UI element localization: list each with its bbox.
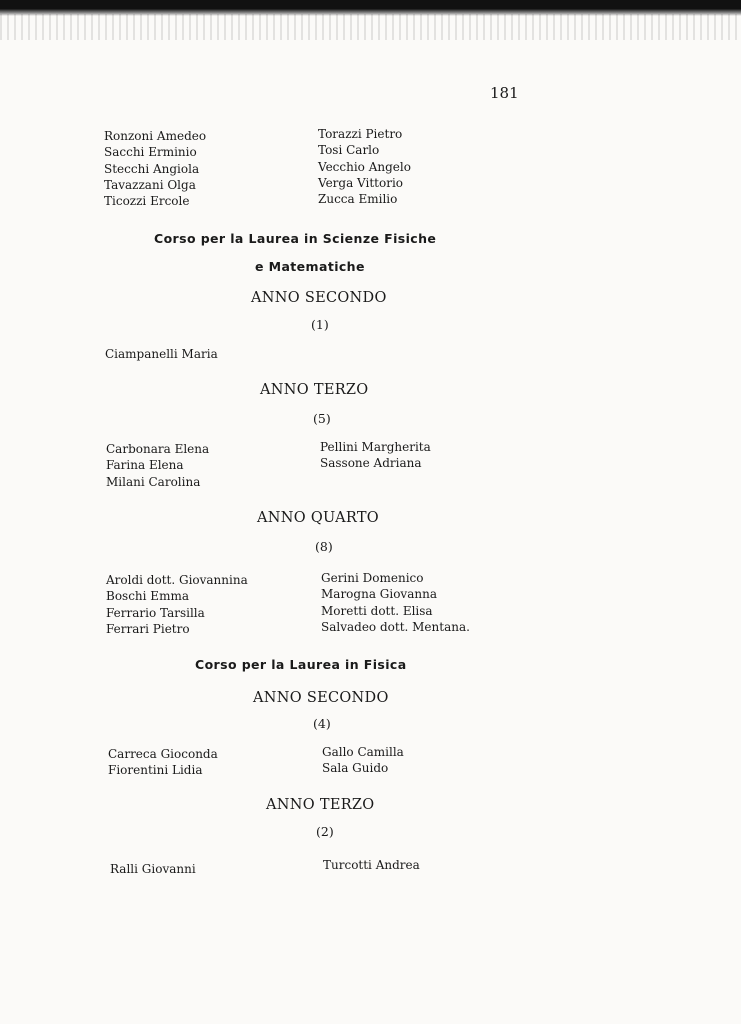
- list-item: Verga Vittorio: [318, 175, 404, 190]
- student-count: (8): [315, 539, 333, 554]
- list-item: Ferrari Pietro: [106, 621, 190, 636]
- list-item: Tavazzani Olga: [104, 177, 196, 192]
- year-heading: ANNO TERZO: [260, 382, 369, 398]
- year-heading: ANNO QUARTO: [257, 510, 379, 526]
- list-item: Tosi Carlo: [318, 143, 380, 158]
- list-item: Zucca Emilio: [318, 192, 398, 207]
- course-title-continued: e Matematiche: [255, 259, 365, 274]
- list-item: Turcotti Andrea: [323, 858, 420, 872]
- student-count: (5): [313, 411, 331, 426]
- course-title: Corso per la Laurea in Scienze Fisiche: [154, 231, 437, 246]
- list-item: Gerini Domenico: [321, 571, 424, 585]
- student-count: (2): [316, 824, 334, 839]
- list-item: Boschi Emma: [106, 589, 189, 604]
- list-item: Torazzi Pietro: [318, 127, 403, 141]
- list-item: Sassone Adriana: [320, 456, 422, 471]
- student-list-right: [322, 744, 404, 777]
- student-list-left: [110, 861, 196, 877]
- list-item: Aroldi dott. Giovannina: [106, 573, 248, 587]
- scan-noise: [0, 14, 741, 40]
- year-heading: ANNO TERZO: [266, 797, 375, 813]
- list-item: Pellini Margherita: [320, 440, 431, 454]
- student-count: (1): [311, 317, 329, 332]
- year-heading: ANNO SECONDO: [253, 690, 389, 706]
- list-item: Fiorentini Lidia: [108, 763, 203, 778]
- list-item: Ciampanelli Maria: [105, 347, 218, 361]
- student-list-left: [106, 441, 209, 490]
- list-item: Vecchio Angelo: [318, 159, 411, 174]
- student-list-right: [323, 857, 420, 873]
- top-list-right: [318, 126, 411, 207]
- list-item: Stecchi Angiola: [104, 161, 200, 176]
- year-heading: ANNO SECONDO: [251, 290, 387, 306]
- student-list-left: [105, 346, 218, 362]
- list-item: Sala Guido: [322, 761, 389, 776]
- list-item: Moretti dott. Elisa: [321, 603, 433, 618]
- list-item: Milani Carolina: [106, 474, 201, 489]
- list-item: Salvadeo dott. Mentana.: [321, 619, 470, 634]
- list-item: Carreca Gioconda: [108, 747, 218, 761]
- list-item: Ralli Giovanni: [110, 862, 196, 876]
- list-item: Ticozzi Ercole: [104, 194, 190, 209]
- list-item: Carbonara Elena: [106, 442, 210, 456]
- list-item: Ronzoni Amedeo: [104, 129, 207, 143]
- page-number: 181: [490, 84, 519, 102]
- list-item: Ferrario Tarsilla: [106, 605, 205, 620]
- student-list-left: [108, 746, 218, 779]
- list-item: Sacchi Erminio: [104, 145, 197, 160]
- list-item: Marogna Giovanna: [321, 587, 437, 602]
- student-list-left: [106, 572, 248, 637]
- student-list-right: [321, 570, 470, 635]
- student-list-right: [320, 439, 431, 472]
- student-count: (4): [313, 716, 331, 731]
- list-item: Gallo Camilla: [322, 745, 404, 759]
- list-item: Farina Elena: [106, 458, 184, 473]
- top-list-left: [104, 128, 206, 209]
- course-title: Corso per la Laurea in Fisica: [195, 657, 407, 672]
